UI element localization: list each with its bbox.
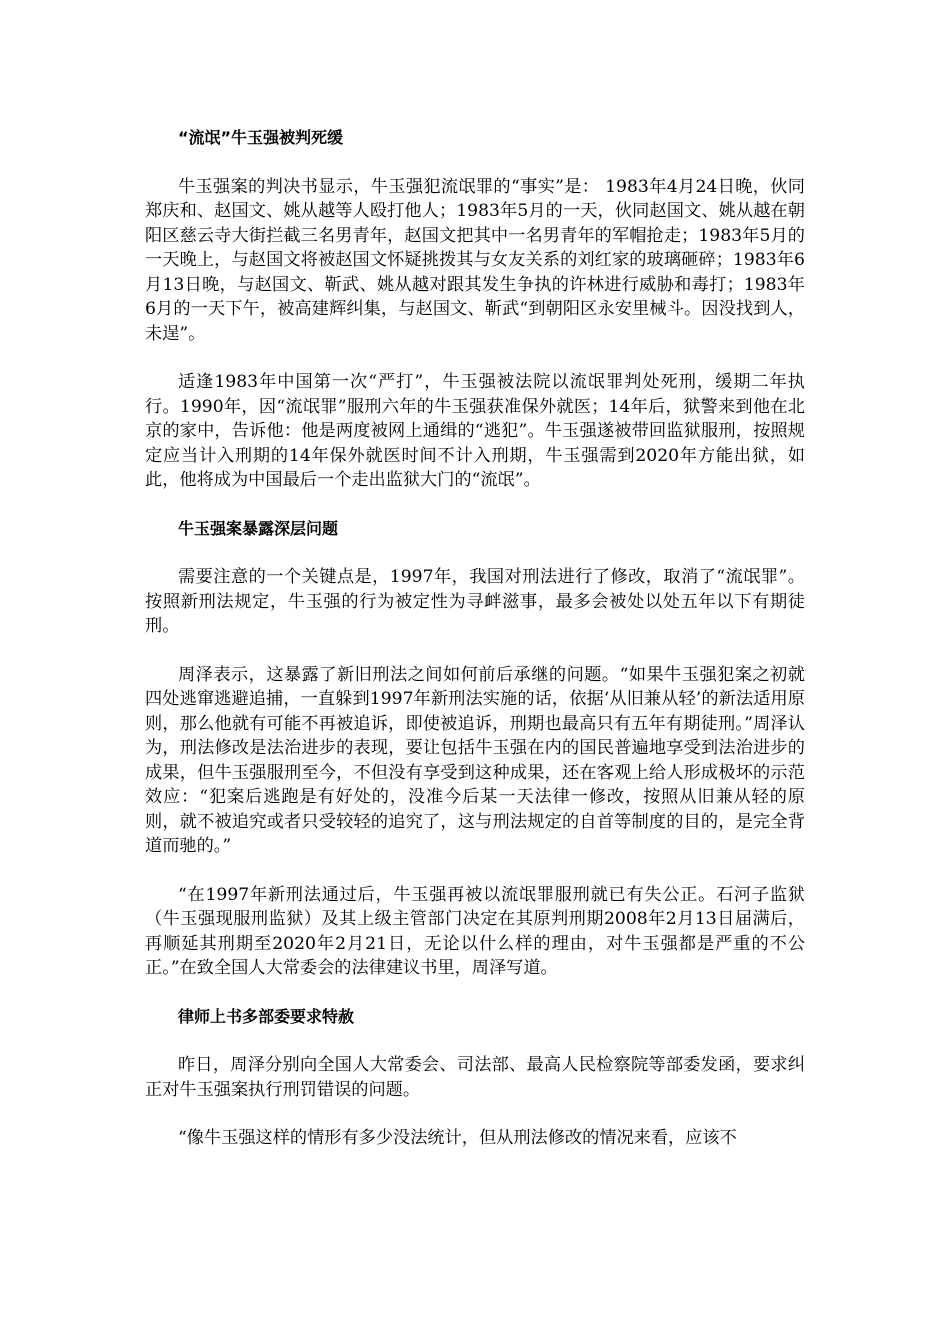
section-heading: “流氓”牛玉强被判死缓 (178, 128, 344, 147)
paragraph: 周泽表示，这暴露了新旧刑法之间如何前后承继的问题。“如果牛玉强犯案之初就四处逃窜逃避追捕，一直躲到1997年新刑法实施的话，依据‘从旧兼从轻’的新法适用原则，那么他就有可能不再被追诉，即使被追诉，刑期也最高只有五年有期徒刑。”周泽认为，刑法修改是法治进步的表现，要让包括牛玉强在内的国民普遍地享受到法治进步的成果，但牛玉强服刑至今，不但没有享受到这种成果，还在客观上给人形成极坏的示范效应：“犯案后逃跑是有好处的，没准今后某一天法律一修改，按照从旧兼从轻的原则，就不被追究或者只受较轻的追究了，这与刑法规定的自首等制度的目的，是完全背道而驰的。” (145, 664, 805, 856)
paragraph: 适逢1983年中国第一次“严打”，牛玉强被法院以流氓罪判处死刑，缓期二年执行。1990年，因“流氓罪”服刑六年的牛玉强获准保外就医；14年后，狱警来到他在北京的家中，告诉他：他是两度被网上通缉的“逃犯”。牛玉强遂被带回监狱服刑，按照规定应当计入刑期的14年保外就医时间不计入刑期，牛玉强需到2020年方能出狱，如此，他将成为中国最后一个走出监狱大门的“流氓”。 (145, 372, 805, 490)
paragraph: 牛玉强案的判决书显示，牛玉强犯流氓罪的“事实”是： 1983年4月24日晚，伙同郑庆和、赵国文、姚从越等人殴打他人；1983年5月的一天，伙同赵国文、姚从越在朝阳区慈云寺大街拦截三名男青年，赵国文把其中一名男青年的军帽抢走；1983年5月的一天晚上，与赵国文将被赵国文怀疑挑拨其与女友关系的刘红家的玻璃砸碎；1983年6月13日晚，与赵国文、靳武、姚从越对跟其发生争执的许林进行威胁和毒打；1983年6月的一天下午，被高建辉纠集，与赵国文、靳武“到朝阳区永安里械斗。因没找到人，未逞”。 (145, 176, 805, 344)
paragraph: “在1997年新刑法通过后，牛玉强再被以流氓罪服刑就已有失公正。石河子监狱（牛玉强现服刑监狱）及其上级主管部门决定在其原判刑期2008年2月13日届满后，再顺延其刑期至2020年2月21日，无论以什么样的理由，对牛玉强都是严重的不公正。”在致全国人大常委会的法律建议书里，周泽写道。 (145, 884, 805, 978)
paragraph: 需要注意的一个关键点是，1997年，我国对刑法进行了修改，取消了“流氓罪”。按照新刑法规定，牛玉强的行为被定性为寻衅滋事，最多会被处以处五年以下有期徒刑。 (145, 567, 805, 636)
paragraph: 昨日，周泽分别向全国人大常委会、司法部、最高人民检察院等部委发函，要求纠正对牛玉强案执行刑罚错误的问题。 (145, 1055, 805, 1100)
section-heading: 牛玉强案暴露深层问题 (178, 518, 339, 538)
paragraph: “像牛玉强这样的情形有多少没法统计，但从刑法修改的情况来看，应该不 (178, 1128, 737, 1148)
document-body (145, 126, 805, 1175)
section-heading: 律师上书多部委要求特赦 (178, 1006, 355, 1026)
